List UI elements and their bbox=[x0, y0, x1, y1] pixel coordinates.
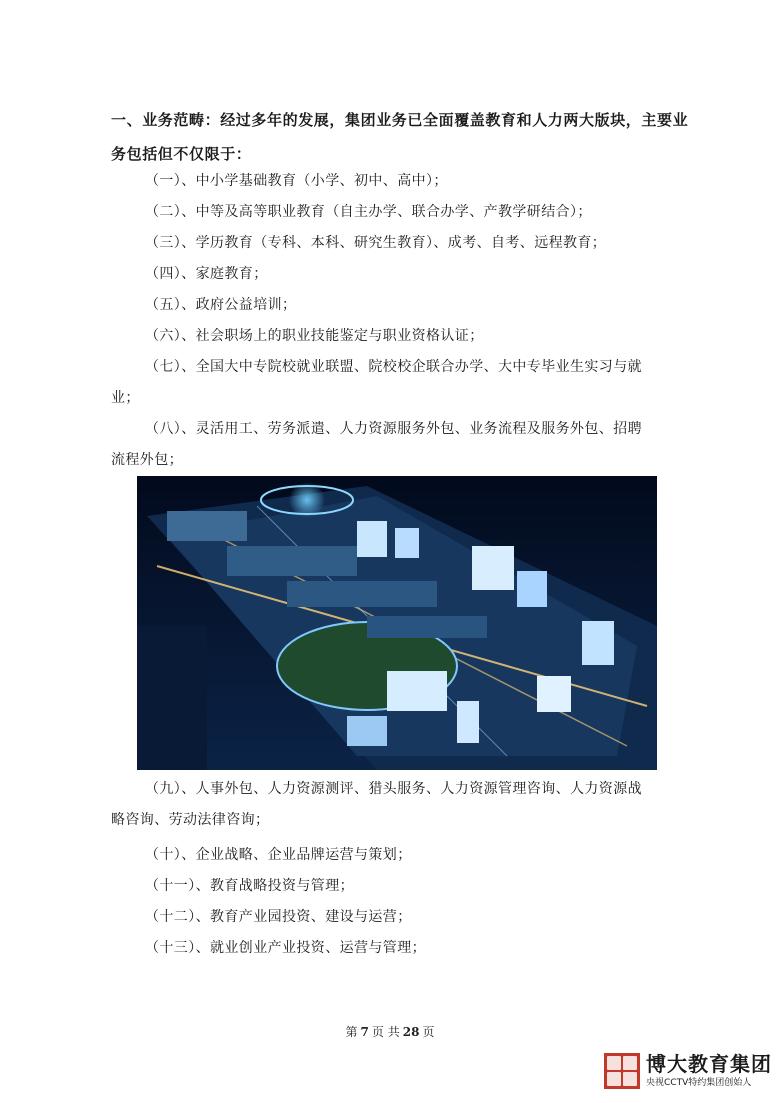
section-heading bbox=[111, 103, 691, 171]
list-item: （一）、中小学基础教育（小学、初中、高中）； bbox=[145, 173, 448, 189]
list-item: （四）、家庭教育； bbox=[145, 266, 268, 282]
page-number: 7 bbox=[360, 1025, 369, 1039]
brand-logo bbox=[604, 1053, 774, 1093]
page-footer: 第 7 页 共 28 页 bbox=[345, 1025, 435, 1039]
campus-aerial-photo bbox=[137, 476, 657, 770]
list-item: （二）、中等及高等职业教育（自主办学、联合办学、产教学研结合）； bbox=[145, 204, 592, 220]
list-item: （七）、全国大中专院校就业联盟、院校校企联合办学、大中专毕业生实习与就 业； bbox=[111, 359, 642, 406]
list-item: （十三）、就业创业产业投资、运营与管理； bbox=[145, 940, 426, 956]
list-item: （三）、学历教育（专科、本科、研究生教育）、成考、自考、远程教育； bbox=[145, 235, 607, 251]
list-item: （十二）、教育产业园投资、建设与运营； bbox=[145, 909, 412, 925]
list-item: （十）、企业战略、企业品牌运营与策划； bbox=[145, 847, 412, 863]
list-item: （十一）、教育战略投资与管理； bbox=[145, 878, 354, 894]
heading-line-2: 务包括但不仅限于： bbox=[111, 145, 252, 163]
list-item: （九）、人事外包、人力资源测评、猎头服务、人力资源管理咨询、人力资源战 略咨询、劳动法律咨询； bbox=[111, 781, 642, 828]
list-item: （五）、政府公益培训； bbox=[145, 297, 297, 313]
page-total: 28 bbox=[402, 1025, 420, 1039]
list-item: （八）、灵活用工、劳务派遣、人力资源服务外包、业务流程及服务外包、招聘 流程外包； bbox=[111, 421, 642, 468]
brand-tagline: 央视CCTV特约集团创始人 bbox=[646, 1078, 752, 1088]
list-item: （六）、社会职场上的职业技能鉴定与职业资格认证； bbox=[145, 328, 484, 344]
heading-line-1: 一、业务范畴：经过多年的发展，集团业务已全面覆盖教育和人力两大版块，主要业 bbox=[111, 111, 689, 129]
brand-name: 博大教育集团 bbox=[646, 1052, 772, 1076]
seal-icon bbox=[604, 1053, 640, 1089]
